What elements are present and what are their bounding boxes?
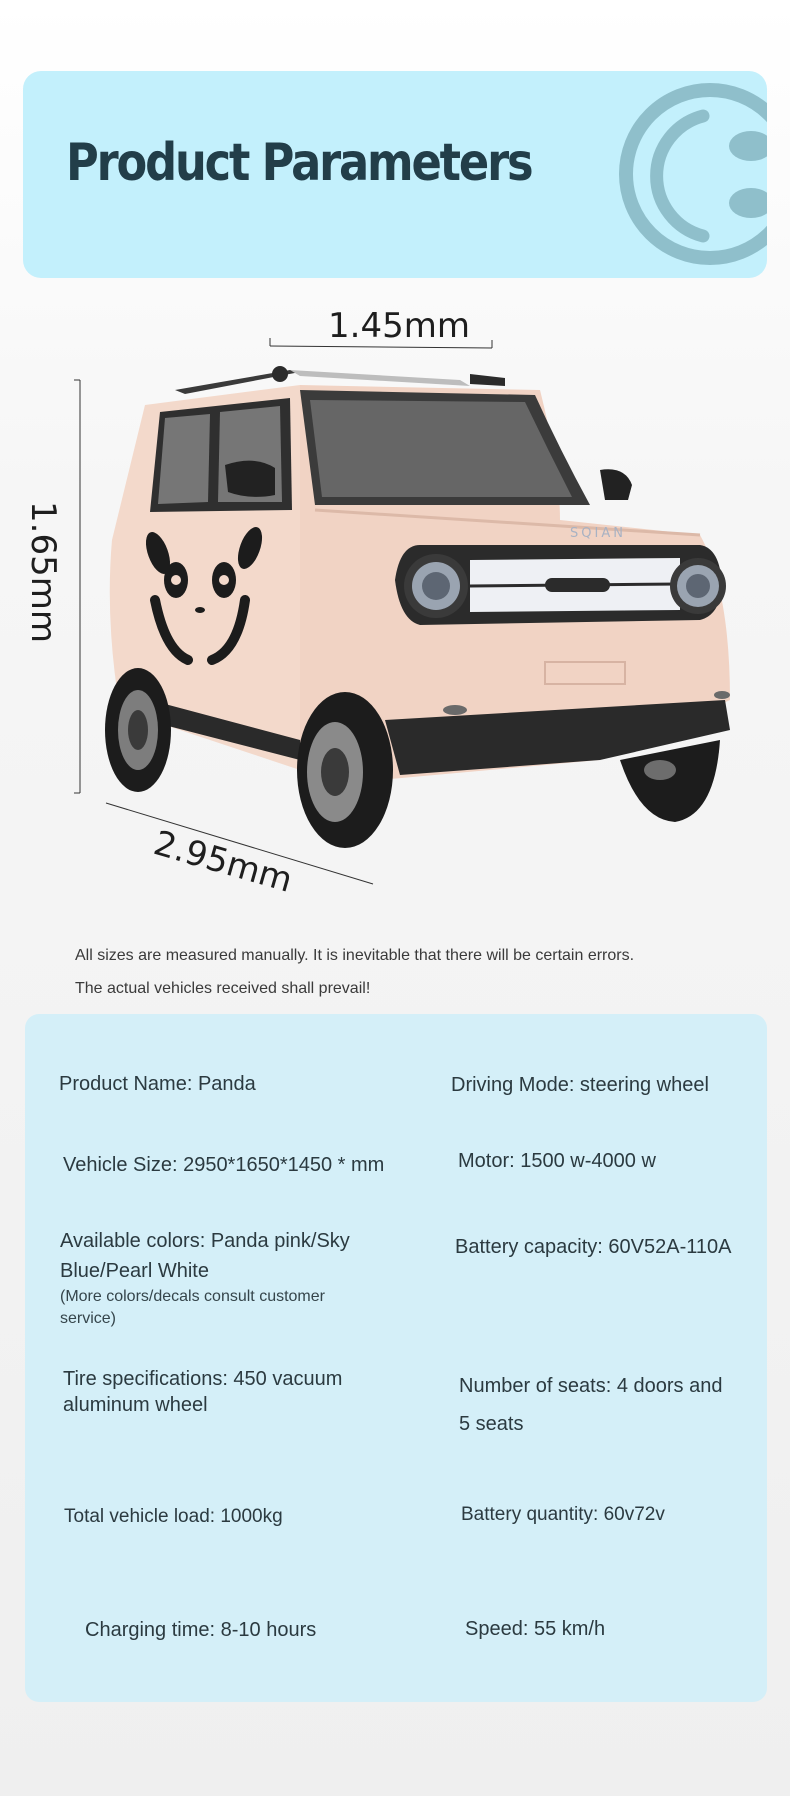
length-dimension-label: 2.95mm bbox=[149, 823, 297, 901]
spec-load: Total vehicle load: 1000kg bbox=[64, 1506, 283, 1527]
title-banner bbox=[23, 71, 767, 278]
measurement-note: All sizes are measured manually. It is inevitable that there will be certain errors. bbox=[75, 947, 635, 964]
height-dimension-label: 1.65mm bbox=[22, 501, 63, 643]
car-illustration-area bbox=[0, 290, 790, 910]
car-badge: SQIAN bbox=[570, 526, 626, 541]
spec-product-name: Product Name: Panda bbox=[59, 1073, 256, 1095]
prevail-note: The actual vehicles received shall prevail! bbox=[75, 980, 371, 997]
spec-speed: Speed: 55 km/h bbox=[465, 1618, 606, 1640]
spec-seats: Number of seats: 4 doors and 5 seats bbox=[459, 1375, 723, 1435]
smiley-face-icon bbox=[603, 71, 767, 278]
spec-colors bbox=[60, 1226, 380, 1330]
spec-battery-quantity: Battery quantity: 60v72v bbox=[461, 1504, 665, 1525]
spec-charging-time: Charging time: 8-10 hours bbox=[85, 1619, 317, 1641]
spec-battery-capacity: Battery capacity: 60V52A-110A bbox=[455, 1236, 732, 1258]
spec-motor: Motor: 1500 w-4000 w bbox=[458, 1150, 656, 1172]
width-dimension-label: 1.45mm bbox=[328, 306, 470, 346]
car-image bbox=[0, 290, 790, 910]
page-title: Product Parameters bbox=[66, 133, 532, 193]
spec-panel bbox=[25, 1014, 767, 1702]
spec-vehicle-size: Vehicle Size: 2950*1650*1450 * mm bbox=[63, 1154, 385, 1176]
spec-driving-mode: Driving Mode: steering wheel bbox=[451, 1074, 709, 1096]
spec-colors-text: Available colors: Panda pink/Sky Blue/Pearl White bbox=[60, 1230, 350, 1282]
spec-colors-note: (More colors/decals consult customer service) bbox=[60, 1288, 325, 1327]
spec-tire: Tire specifications: 450 vacuum aluminum wheel bbox=[63, 1368, 343, 1416]
